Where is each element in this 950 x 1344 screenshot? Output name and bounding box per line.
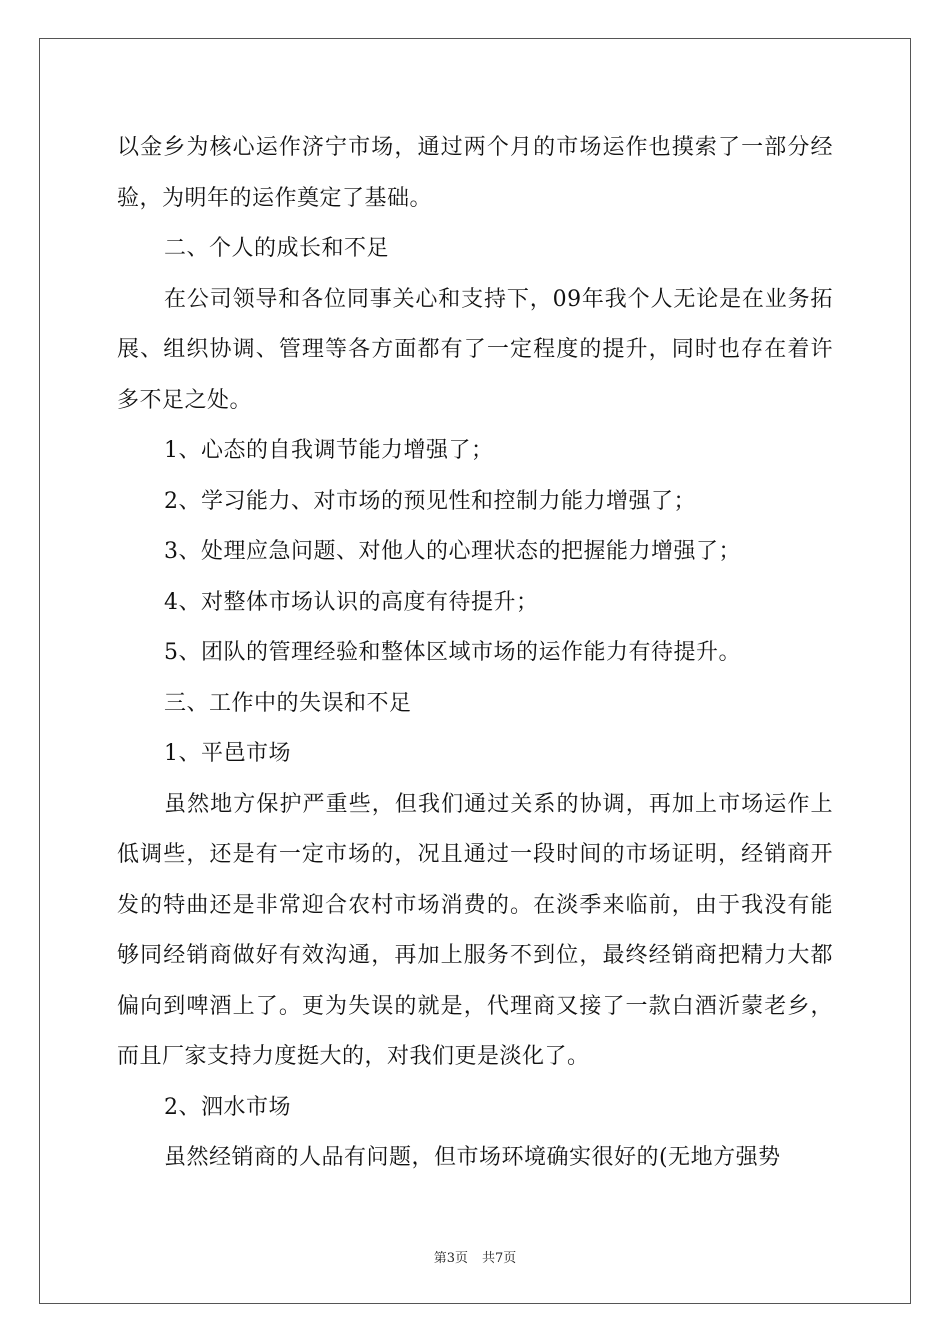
section-heading-2: 二、个人的成长和不足: [164, 236, 390, 261]
paragraph-3: 在公司领导和各位同事关心和支持下，09年我个人无论是在业务拓展、组织协调、管理等各方面都有了一定程度的提升，同时也存在着许多不足之处。: [117, 286, 833, 413]
paragraph-sishui: 虽然经销商的人品有问题，但市场环境确实很好的(无地方强势: [164, 1145, 781, 1170]
page-total: 共7页: [482, 1251, 517, 1266]
paragraph-pingyi: 虽然地方保护严重些，但我们通过关系的协调，再加上市场运作上低调些，还是有一定市场的，况且通过一段时间的市场证明，经销商开发的特曲还是非常迎合农村市场消费的。在淡季来临前，由于我没有能够同经销商做好有效沟通，再加上服务不到位，最终经销商把精力大都偏向到啤酒上了。更为失误的就是，代理商又接了一款白酒沂蒙老乡，而且厂家支持力度挺大的，对我们更是淡化了。: [117, 791, 833, 1069]
document-body: [117, 123, 833, 1184]
subheading-pingyi: 1、平邑市场: [164, 741, 291, 766]
list-item-3: 3、处理应急问题、对他人的心理状态的把握能力增强了；: [164, 539, 741, 564]
paragraph-1: 以金乡为核心运作济宁市场，通过两个月的市场运作也摸索了一部分经验，为明年的运作奠定了基础。: [117, 135, 833, 211]
list-item-5: 5、团队的管理经验和整体区域市场的运作能力有待提升。: [164, 640, 741, 665]
page-number: 第3页: [433, 1251, 468, 1266]
subheading-sishui: 2、泗水市场: [164, 1094, 291, 1120]
page-footer: [0, 1247, 950, 1266]
list-item-4: 4、对整体市场认识的高度有待提升；: [164, 589, 539, 615]
list-item-2: 2、学习能力、对市场的预见性和控制力能力增强了；: [164, 488, 696, 514]
list-item-1: 1、心态的自我调节能力增强了；: [164, 438, 494, 463]
section-heading-3: 三、工作中的失误和不足: [164, 690, 412, 716]
